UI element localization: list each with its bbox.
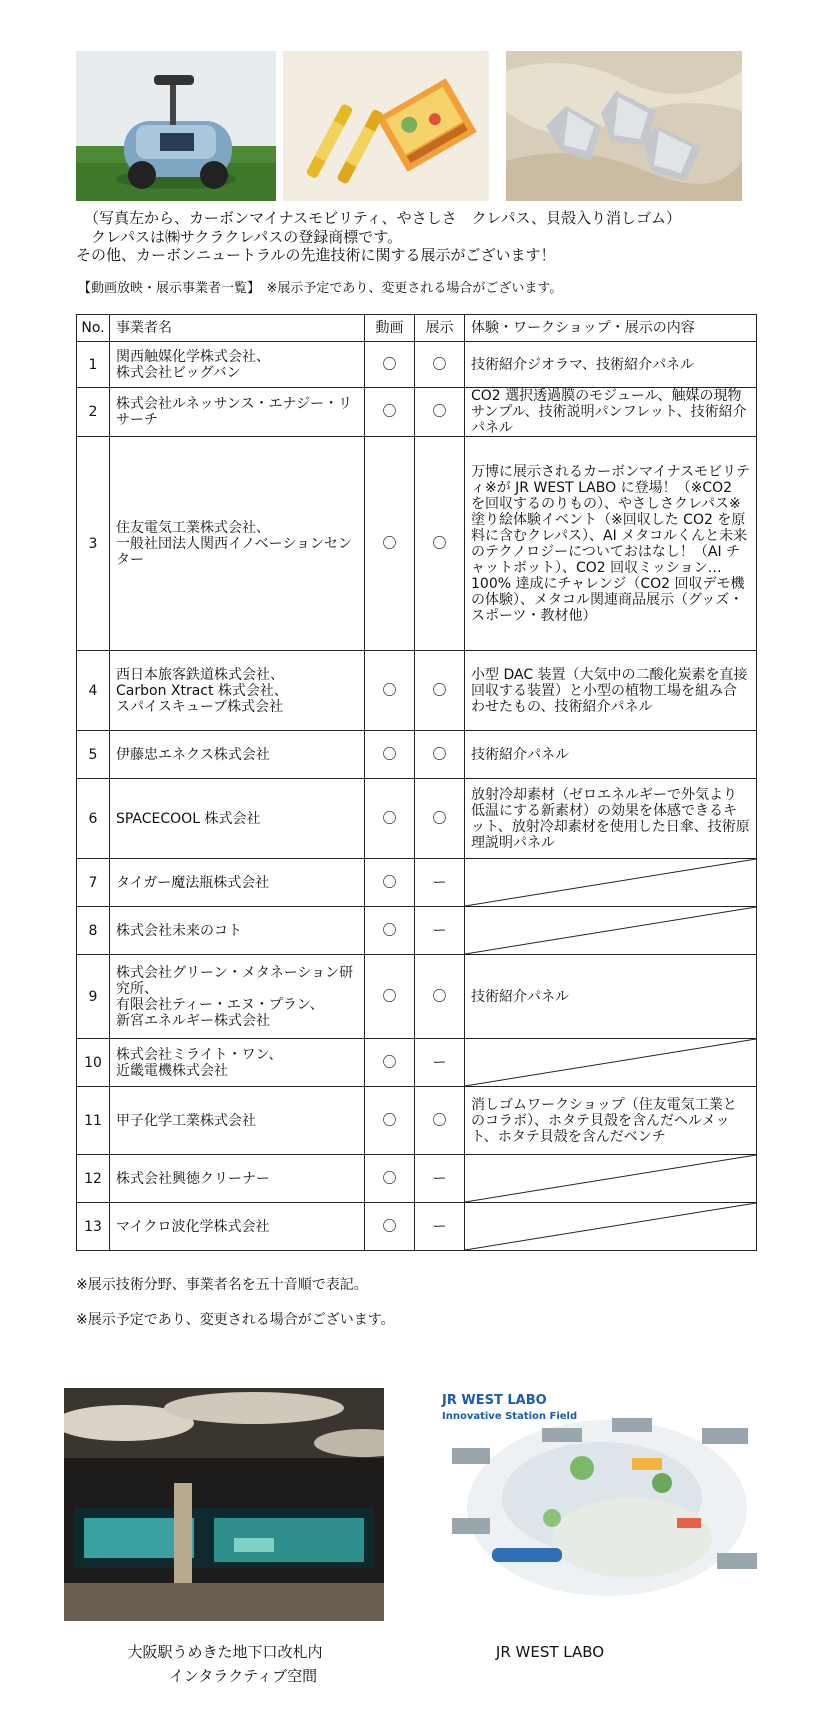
video-mark: 〇 [365,342,415,388]
exhibit-mark: 〇 [415,388,465,437]
company-name: 株式会社グリーン・メタネーション研究所、 有限会社ティー・エヌ・プラン、 新宮エネルギー株式会社 [110,955,365,1039]
video-mark: 〇 [365,1203,415,1251]
content-cell-empty [465,1155,757,1203]
exhibit-mark: 〇 [415,342,465,388]
video-mark: 〇 [365,651,415,731]
photo-carbon-minus-mobility [76,51,276,201]
diagonal-slash [465,1039,756,1086]
list-heading: 【動画放映・展示事業者一覧】 ※展示予定であり、変更される場合がございます。 [78,281,563,296]
table-row [77,731,757,779]
content-cell-empty [465,859,757,907]
photo-caption-line-2: クレパスは㈱サクラクレパスの登録商標です。 [76,228,403,246]
row-number: 8 [77,907,110,955]
table-row [77,342,757,388]
exhibit-mark: ー [415,1039,465,1087]
exhibitor-table [76,314,757,1251]
exhibit-mark: 〇 [415,1087,465,1155]
labo-caption: JR WEST LABO [495,1643,605,1661]
note-subject-to-change: ※展示予定であり、変更される場合がございます。 [76,1312,395,1328]
table-row [77,388,757,437]
photo-umekita-interactive-space [64,1388,384,1621]
content-cell-empty [465,907,757,955]
content-cell-empty [465,1203,757,1251]
company-name: 住友電気工業株式会社、 一般社団法人関西イノベーションセンター [110,437,365,651]
content-cell: 消しゴムワークショップ（住友電気工業とのコラボ）、ホタテ貝殻を含んだヘルメット、ホタテ貝殻を含んだベンチ [465,1087,757,1155]
table-row [77,859,757,907]
exhibit-mark: 〇 [415,955,465,1039]
video-mark: 〇 [365,731,415,779]
umekita-caption [105,1640,345,1688]
company-name: 甲子化学工業株式会社 [110,1087,365,1155]
jr-west-labo-illustration [432,1388,772,1620]
row-number: 5 [77,731,110,779]
diagonal-slash [465,907,756,954]
row-number: 10 [77,1039,110,1087]
company-name: 西日本旅客鉄道株式会社、 Carbon Xtract 株式会社、 スパイスキューブ株式会社 [110,651,365,731]
row-number: 4 [77,651,110,731]
table-row [77,1155,757,1203]
video-mark: 〇 [365,859,415,907]
video-mark: 〇 [365,1039,415,1087]
photo-eraser [506,51,742,201]
row-number: 1 [77,342,110,388]
umekita-caption-line-2: インタラクティブ空間 [168,1667,318,1685]
video-mark: 〇 [365,907,415,955]
company-name: タイガー魔法瓶株式会社 [110,859,365,907]
header-no: No. [77,315,110,342]
video-mark: 〇 [365,955,415,1039]
content-cell: 技術紹介ジオラマ、技術紹介パネル [465,342,757,388]
row-number: 7 [77,859,110,907]
row-number: 2 [77,388,110,437]
content-cell: 放射冷却素材（ゼロエネルギーで外気より低温にする新素材）の効果を体感できるキット、放射冷却素材を使用した日傘、技術原理説明パネル [465,779,757,859]
labo-logo-subtitle: Innovative Station Field [442,1411,578,1422]
table-row [77,651,757,731]
exhibit-mark: 〇 [415,437,465,651]
company-name: SPACECOOL 株式会社 [110,779,365,859]
table-row [77,955,757,1039]
table-row [77,779,757,859]
row-number: 6 [77,779,110,859]
company-name: 株式会社ルネッサンス・エナジー・リサーチ [110,388,365,437]
row-number: 3 [77,437,110,651]
content-cell-empty [465,1039,757,1087]
row-number: 11 [77,1087,110,1155]
company-name: 株式会社興徳クリーナー [110,1155,365,1203]
exhibit-mark: 〇 [415,779,465,859]
labo-logo-title: JR WEST LABO [442,1393,547,1408]
diagonal-slash [465,1203,756,1250]
content-cell: CO2 選択透過膜のモジュール、触媒の現物サンプル、技術説明パンフレット、技術紹介パネル [465,388,757,437]
company-name: マイクロ波化学株式会社 [110,1203,365,1251]
header-video: 動画 [365,315,415,342]
company-name: 伊藤忠エネクス株式会社 [110,731,365,779]
exhibit-mark: ー [415,907,465,955]
row-number: 9 [77,955,110,1039]
row-number: 12 [77,1155,110,1203]
diagonal-slash [465,1155,756,1202]
table-header-row [77,315,757,342]
exhibit-mark: 〇 [415,651,465,731]
note-order: ※展示技術分野、事業者名を五十音順で表記。 [76,1277,368,1293]
header-content: 体験・ワークショップ・展示の内容 [465,315,757,342]
exhibit-mark: ー [415,1203,465,1251]
content-cell: 技術紹介パネル [465,955,757,1039]
umekita-caption-line-1: 大阪駅うめきた地下口改札内 [127,1643,323,1661]
company-name: 株式会社未来のコト [110,907,365,955]
content-cell: 万博に展示されるカーボンマイナスモビリティ※が JR WEST LABO に登場！（※CO2 を回収するのりもの）、やさしさクレパス※塗り絵体験イベント（※回収した CO2 を原料に含むクレパス）、AI メタコルくんと未来のテクノロジーについておはなし！（AI チャットボット）、CO2 回収ミッション…100% 達成にチャレンジ（CO2 回収デモ機の体験）、メタコル関連商品展示（グッズ・スポーツ・教材他） [465,437,757,651]
header-company: 事業者名 [110,315,365,342]
photo-caption-line-3: その他、カーボンニュートラルの先進技術に関する展示がございます！ [76,246,556,264]
exhibit-mark: ー [415,859,465,907]
video-mark: 〇 [365,779,415,859]
company-name: 関西触媒化学株式会社、 株式会社ビッグバン [110,342,365,388]
video-mark: 〇 [365,1087,415,1155]
video-mark: 〇 [365,1155,415,1203]
table-row [77,907,757,955]
table-row [77,1039,757,1087]
table-row [77,1203,757,1251]
exhibit-mark: ー [415,1155,465,1203]
photo-caption-line-1: （写真左から、カーボンマイナスモビリティ、やさしさ クレパス、貝殻入り消しゴム） [84,209,682,227]
company-name: 株式会社ミライト・ワン、 近畿電機株式会社 [110,1039,365,1087]
content-cell: 技術紹介パネル [465,731,757,779]
photo-crayons [283,51,489,201]
video-mark: 〇 [365,388,415,437]
header-exhibit: 展示 [415,315,465,342]
table-row [77,437,757,651]
diagonal-slash [465,859,756,906]
content-cell: 小型 DAC 装置（大気中の二酸化炭素を直接回収する装置）と小型の植物工場を組み合わせたもの、技術紹介パネル [465,651,757,731]
row-number: 13 [77,1203,110,1251]
video-mark: 〇 [365,437,415,651]
exhibit-mark: 〇 [415,731,465,779]
table-row [77,1087,757,1155]
